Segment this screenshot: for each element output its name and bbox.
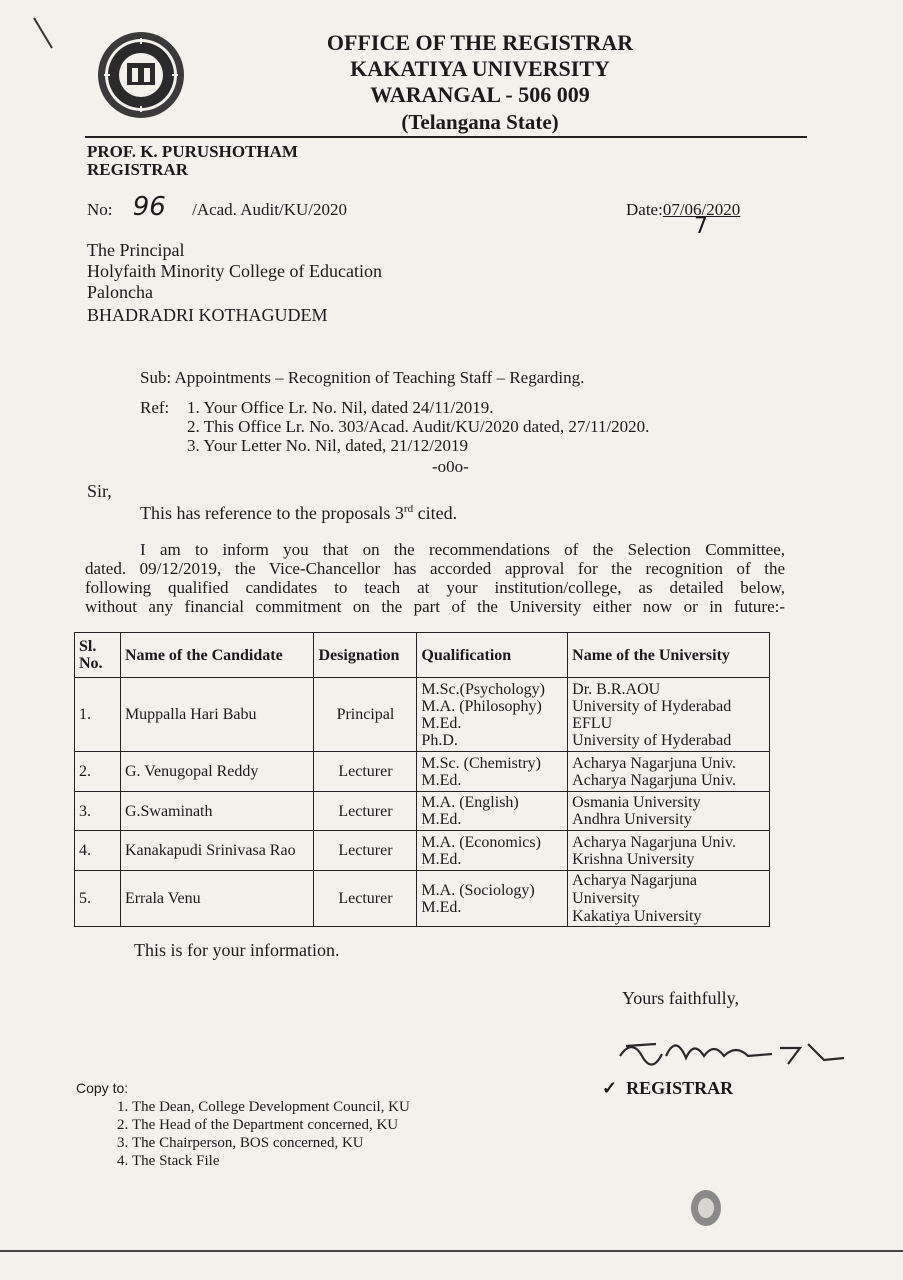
reference-item: 3. Your Letter No. Nil, dated, 21/12/2019 — [187, 436, 468, 455]
reference-item: 1. Your Office Lr. No. Nil, dated 24/11/2019. — [187, 398, 494, 417]
sl-no-cell: 2. — [75, 752, 121, 792]
qualification-cell: M.A. (English) M.Ed. — [417, 792, 568, 831]
salutation: Sir, — [87, 481, 112, 501]
qualification-cell: M.Sc.(Psychology) M.A. (Philosophy) M.Ed. Ph.D. — [417, 678, 568, 752]
reference-number: No: 96 /Acad. Audit/KU/2020 — [87, 192, 347, 222]
header-university: Name of the University — [568, 633, 770, 678]
list-item: 2. The Head of the Department concerned, KU — [132, 1116, 410, 1134]
candidate-name-cell: Kanakapudi Srinivasa Rao — [120, 831, 314, 871]
section-mark: -o0o- — [432, 457, 469, 476]
list-item: 3. The Chairperson, BOS concerned, KU — [132, 1134, 410, 1152]
sl-no-cell: 4. — [75, 831, 121, 871]
list-item: 1. The Dean, College Development Council, KU — [132, 1098, 410, 1116]
header-candidate-name: Name of the Candidate — [120, 633, 314, 678]
state-name: (Telangana State) — [401, 110, 559, 134]
copy-to-label: Copy to: — [76, 1080, 129, 1096]
table-header-row — [75, 633, 770, 678]
stamp-icon — [688, 1188, 724, 1228]
candidate-name-cell: Muppalla Hari Babu — [120, 678, 314, 752]
sender-name: PROF. K. PURUSHOTHAM — [87, 142, 298, 161]
reference-list — [187, 398, 649, 455]
addressee-line: Paloncha — [87, 282, 153, 302]
reference-paragraph: This has reference to the proposals 3rd cited. — [140, 503, 458, 523]
addressee-line: BHADRADRI KOTHAGUDEM — [87, 305, 328, 325]
designation-cell: Lecturer — [314, 792, 417, 831]
date-correction: 7 — [694, 214, 708, 239]
candidate-name-cell: G.Swaminath — [120, 792, 314, 831]
header-divider — [85, 136, 807, 138]
addressee-line: Holyfaith Minority College of Education — [87, 261, 382, 281]
sl-no-cell: 3. — [75, 792, 121, 831]
qualification-cell: M.Sc. (Chemistry) M.Ed. — [417, 752, 568, 792]
handwritten-number: 96 — [132, 192, 166, 222]
qualification-cell: M.A. (Economics) M.Ed. — [417, 831, 568, 871]
approval-paragraph: I am to inform you that on the recommendations of the Selection Committee, dated. 09/12/2019, the Vice-Chancellor has accorded approval for the recognition of the following qualified candidates to teach at your institution/college, as detailed below, without any financial commitment on the part of the University either now or in future:- — [85, 540, 785, 616]
letter-date: Date:07/06/2020 — [626, 200, 741, 219]
designation-cell: Lecturer — [314, 752, 417, 792]
candidate-name-cell: Errala Venu — [120, 871, 314, 927]
signature-icon — [612, 1026, 862, 1078]
page-bottom-rule — [0, 1250, 903, 1252]
table-row — [75, 752, 770, 792]
ref-label: Ref: — [140, 398, 170, 417]
table-row — [75, 792, 770, 831]
pen-mark — [30, 14, 60, 54]
registrar-signoff: ✓ REGISTRAR — [602, 1078, 734, 1098]
header-designation: Designation — [314, 633, 417, 678]
designation-cell: Lecturer — [314, 831, 417, 871]
reference-item: 2. This Office Lr. No. 303/Acad. Audit/KU/2020 dated, 27/11/2020. — [187, 417, 650, 436]
university-seal-icon — [96, 30, 186, 120]
closing-note: This is for your information. — [134, 940, 340, 960]
candidates-table — [74, 632, 770, 927]
subject-line: Sub: Appointments – Recognition of Teaching Staff – Regarding. — [140, 368, 585, 387]
designation-cell: Lecturer — [314, 871, 417, 927]
table-row — [75, 678, 770, 752]
university-cell: Dr. B.R.AOU University of Hyderabad EFLU University of Hyderabad — [568, 678, 770, 752]
table-row — [75, 871, 770, 927]
qualification-cell: M.A. (Sociology) M.Ed. — [417, 871, 568, 927]
designation-cell: Principal — [314, 678, 417, 752]
sl-no-cell: 5. — [75, 871, 121, 927]
addressee-block — [87, 240, 382, 326]
yours-faithfully: Yours faithfully, — [622, 988, 740, 1008]
copy-to-list — [82, 1098, 410, 1170]
header-qualification: Qualification — [417, 633, 568, 678]
university-cell: Acharya Nagarjuna Univ. Acharya Nagarjuna Univ. — [568, 752, 770, 792]
table-row — [75, 831, 770, 871]
sender-title: REGISTRAR — [87, 160, 189, 179]
sl-no-cell: 1. — [75, 678, 121, 752]
addressee-line: The Principal — [87, 240, 185, 260]
university-cell: Acharya Nagarjuna University Kakatiya University — [568, 871, 770, 927]
header-sl-no: Sl. No. — [75, 633, 121, 678]
candidate-name-cell: G. Venugopal Reddy — [120, 752, 314, 792]
university-name: KAKATIYA UNIVERSITY — [350, 56, 610, 81]
office-title: OFFICE OF THE REGISTRAR — [326, 30, 634, 55]
list-item: 4. The Stack File — [132, 1152, 410, 1170]
university-address: WARANGAL - 506 009 — [370, 82, 590, 107]
university-cell: Acharya Nagarjuna Univ. Krishna University — [568, 831, 770, 871]
university-cell: Osmania University Andhra University — [568, 792, 770, 831]
